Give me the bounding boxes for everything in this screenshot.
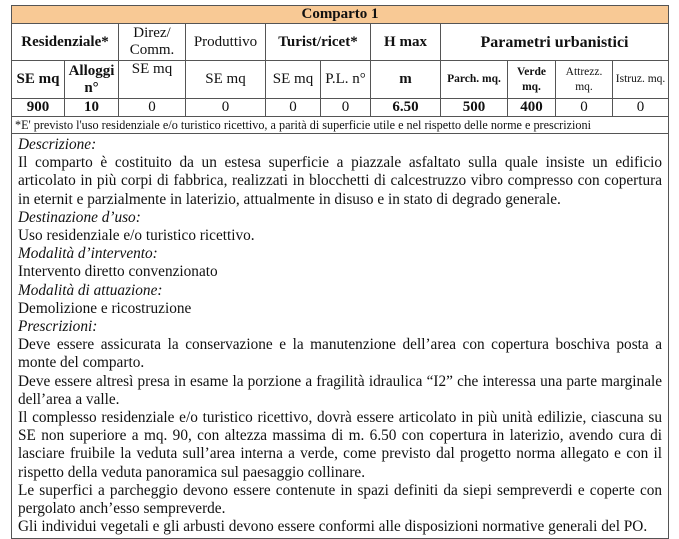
header-residenziale: Residenziale* (12, 24, 119, 61)
val-res-se: 900 (12, 99, 65, 117)
intervento-label: Modalità d’intervento: (18, 245, 158, 263)
val-attrezz: 0 (556, 99, 613, 117)
prescrizione-item: Il complesso residenziale e/o turistico ricettivo, dovrà essere articolato in più unità edilizie, ciascuna su SE non superiore a mq. 90, con altezza massima di m. 6.50 con copertura in laterizio, avendo cura di lasciare fruibile la veduta sull’area interna a verde, come previsto dal progetto norma allegato e con il rispetto della veduta panoramica sul paesaggio collinare. (18, 409, 663, 481)
sub-direz-se: SE mq (119, 61, 186, 99)
footnote-row (12, 117, 669, 134)
val-res-alloggi: 10 (65, 99, 119, 117)
sub-h-unit: m (371, 61, 441, 99)
body-cell (12, 134, 669, 539)
sub-tur-pl: P.L. n° (321, 61, 371, 99)
prescrizione-item: Le superfici a parcheggio devono essere contenute in spazi definiti da siepi sempreverdi e coperte con pergolato anch’esso sempreverde. (18, 481, 663, 518)
sub-parch: Parch. mq. (441, 61, 508, 99)
val-h: 6.50 (371, 99, 441, 117)
title-row (12, 6, 669, 24)
footnote: *E' previsto l'uso residenziale e/o turistico ricettivo, a parità di superficie utile e nel rispetto delle norme e prescrizioni (12, 117, 669, 134)
prescrizioni-label: Prescrizioni: (18, 318, 98, 336)
comparto-table (11, 5, 669, 539)
sub-attrezz: Attrezz. mq. (556, 61, 613, 99)
sub-res-se: SE mq (12, 61, 65, 99)
descrizione-label: Descrizione: (18, 136, 97, 153)
header-parametri: Parametri urbanistici (441, 24, 669, 61)
val-istruz: 0 (613, 99, 669, 117)
sub-header-row (12, 61, 669, 99)
attuazione-label: Modalità di attuazione: (18, 281, 163, 299)
header-produttivo: Produttivo (186, 24, 266, 61)
header-turist: Turist/ricet* (266, 24, 371, 61)
prescrizione-item: Deve essere altresì presa in esame la porzione a fragilità idraulica “I2” che interessa una parte marginale dell’area a valle. (18, 372, 663, 408)
body-row (12, 134, 669, 539)
sub-istruz: Istruz. mq. (613, 61, 669, 99)
attuazione-text: Demolizione e ricostruzione (18, 299, 192, 317)
destinazione-text: Uso residenziale e/o turistico ricettivo. (18, 227, 255, 245)
prescrizione-item: Deve essere assicurata la conservazione e la manutenzione dell’area con copertura boschiva posta a monte del comparto. (18, 336, 663, 372)
header-h-max: H max (371, 24, 441, 61)
intervento-text: Intervento diretto convenzionato (18, 263, 218, 281)
sub-res-alloggi: Alloggi n° (65, 61, 119, 99)
sub-tur-se: SE mq (266, 61, 321, 99)
val-verde: 400 (508, 99, 556, 117)
val-tur-pl: 0 (321, 99, 371, 117)
sub-verde: Verde mq. (508, 61, 556, 99)
destinazione-label: Destinazione d’uso: (18, 208, 141, 226)
val-direz-se: 0 (119, 99, 186, 117)
descrizione-text: Il comparto è costituito da un estesa superficie a piazzale asfaltato sulla quale insiste un edificio articolato in più corpi di fabbrica, realizzati in blocchetti di calcestruzzo vibro compresso con copertura in eternit e parzialmente in laterizio, attualmente in disuso e in stato di degrado generale. (18, 154, 663, 208)
values-row (12, 99, 669, 117)
group-header-row (12, 24, 669, 61)
prescrizione-item: Gli individui vegetali e gli arbusti devono essere conformi alle disposizioni normative generali del PO. (18, 518, 648, 536)
val-tur-se: 0 (266, 99, 321, 117)
table-title: Comparto 1 (12, 6, 669, 24)
sub-prod-se: SE mq (186, 61, 266, 99)
header-direz: Direz/ Comm. (119, 24, 186, 61)
val-prod-se: 0 (186, 99, 266, 117)
val-parch: 500 (441, 99, 508, 117)
